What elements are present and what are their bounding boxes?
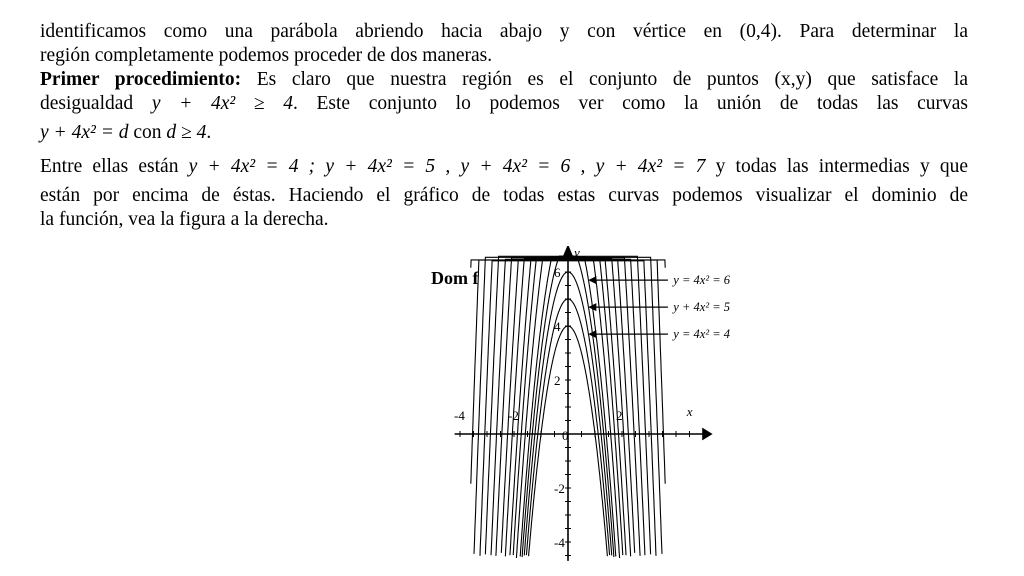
- paragraph2-line1: [40, 68, 968, 92]
- paragraph3-pre: Entre ellas están: [40, 156, 179, 177]
- annotation-label: y = 4x² = 6: [673, 273, 731, 288]
- y-axis-arrow: [564, 246, 572, 255]
- equation-6: y + 4x² = 6 ,: [460, 156, 586, 177]
- x-tick-label: -2: [508, 408, 519, 423]
- paragraph1-line1: identificamos como una parábola abriendo hacia abajo y con vértice en (0,4). Para determinar la: [40, 21, 968, 42]
- x-axis-arrow: [703, 429, 711, 439]
- x-tick-label: 0: [562, 428, 569, 443]
- section-heading: Primer procedimiento:: [40, 69, 242, 90]
- parabola-graph: [425, 246, 765, 564]
- paragraph3-line3: la función, vea la figura a la derecha.: [40, 209, 329, 230]
- y-tick-label: -4: [554, 535, 565, 550]
- annotation-label: y + 4x² = 5: [673, 300, 731, 315]
- y-tick-label: 6: [554, 265, 561, 280]
- paragraph2-line2: [40, 92, 968, 116]
- paragraph1-line2: región completamente podemos proceder de dos maneras.: [40, 45, 493, 66]
- equation-5: y + 4x² = 5 ,: [325, 156, 451, 177]
- sentence-end: .: [206, 122, 212, 143]
- paragraph2-line1-text: Es claro que nuestra región es el conjunto de puntos (x,y) que satisface la: [256, 69, 968, 90]
- document-text: [40, 20, 968, 232]
- y-tick-label: 2: [554, 373, 561, 388]
- inequality-formula: y + 4x² ≥ 4: [151, 93, 293, 114]
- paragraph2-line3: [40, 116, 968, 150]
- paragraph2-line2-pre: desigualdad: [40, 93, 134, 114]
- x-tick-label: -4: [454, 408, 465, 423]
- equation-7: y + 4x² = 7: [595, 156, 706, 177]
- dom-f-label: Dom f: [431, 268, 479, 288]
- condition-formula: d ≥ 4: [166, 122, 207, 143]
- x-axis-label: x: [686, 404, 693, 419]
- annotation-label: y = 4x² = 4: [673, 327, 731, 342]
- y-tick-label: 4: [554, 319, 561, 334]
- con-word: con: [133, 122, 162, 143]
- paragraph3-line2: están por encima de éstas. Haciendo el gráfico de todas estas curvas podemos visualizar el dominio de: [40, 185, 968, 206]
- equation-4: y + 4x² = 4 ;: [188, 156, 316, 177]
- paragraph3-post: y todas las intermedias y que: [715, 156, 969, 177]
- y-axis-label: y: [574, 246, 580, 261]
- paragraph3-line1: [40, 150, 968, 184]
- curve-formula: y + 4x² = d: [40, 122, 129, 143]
- paragraph2-line2-post: . Este conjunto lo podemos ver como la unión de todas las curvas: [292, 93, 969, 114]
- domain-figure: [425, 246, 765, 564]
- x-tick-label: 2: [616, 408, 623, 423]
- y-tick-label: -2: [554, 481, 565, 496]
